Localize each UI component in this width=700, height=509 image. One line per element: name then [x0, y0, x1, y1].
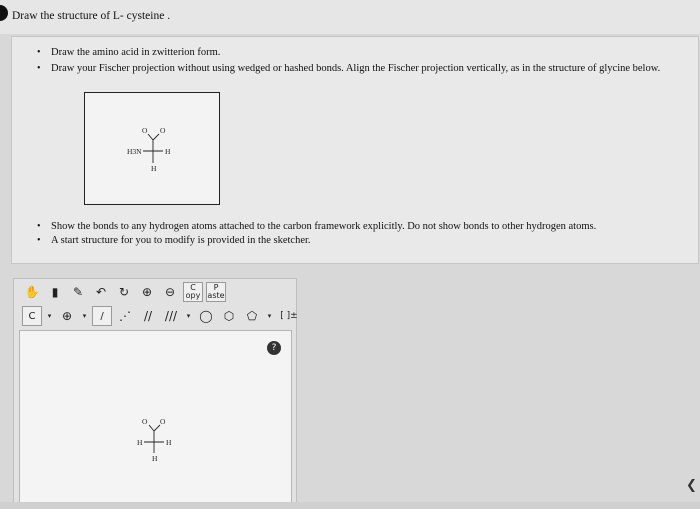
- instruction-text: Draw your Fischer projection without using wedged or hashed bonds. Align the Fischer projection vertically, as in the structure of glycine below.: [51, 63, 661, 74]
- instruction-bullet: • Draw the amino acid in zwitterion form.: [37, 47, 221, 58]
- hand-tool-icon[interactable]: ✋: [24, 285, 40, 299]
- instruction-text: A start structure for you to modify is provided in the sketcher.: [51, 235, 311, 246]
- paste-button[interactable]: [206, 282, 226, 302]
- start-oxygen-right: O: [160, 417, 166, 426]
- question-header: [0, 0, 700, 34]
- bottom-bar: [0, 502, 700, 509]
- instructions-panel: [11, 36, 699, 264]
- copy-label-top: C: [190, 283, 196, 292]
- start-hydrogen-bottom: H: [152, 454, 158, 463]
- chevron-down-icon[interactable]: ▾: [267, 312, 272, 320]
- lasso-icon[interactable]: ↶: [95, 285, 107, 299]
- copy-button[interactable]: [183, 282, 203, 302]
- pentagon-ring-icon[interactable]: ⬠: [246, 309, 258, 323]
- triple-bond-icon[interactable]: ///: [164, 309, 178, 323]
- eraser-icon[interactable]: ▮: [51, 285, 59, 299]
- instruction-bullet: • A start structure for you to modify is provided in the sketcher.: [37, 235, 311, 246]
- single-bond-icon[interactable]: /: [92, 306, 112, 326]
- start-oxygen-left: O: [142, 417, 148, 426]
- instruction-bullet: • Show the bonds to any hydrogen atoms attached to the carbon framework explicitly. Do not show bonds to other hydrogen atoms.: [37, 221, 597, 232]
- rotate-icon[interactable]: ↻: [118, 285, 130, 299]
- charge-icon[interactable]: ⊕: [61, 309, 73, 323]
- chevron-down-icon[interactable]: ▾: [82, 312, 87, 320]
- question-badge-icon: [0, 5, 8, 21]
- cyclohexane-ring-icon[interactable]: ◯: [199, 309, 213, 323]
- start-structure[interactable]: [20, 331, 293, 509]
- instruction-bullet: • Draw your Fischer projection without using wedged or hashed bonds. Align the Fischer projection vertically, as in the structure of glycine below.: [37, 63, 661, 74]
- chevron-down-icon[interactable]: ▾: [186, 312, 191, 320]
- element-selector[interactable]: C: [22, 306, 42, 326]
- glycine-hydrogen-right: H: [165, 147, 171, 156]
- help-icon[interactable]: ?: [267, 341, 281, 355]
- glycine-oxygen-left: O: [142, 126, 148, 135]
- instruction-text: Draw the amino acid in zwitterion form.: [51, 47, 221, 58]
- sketcher-toolbar-top: [22, 282, 226, 302]
- sketcher-toolbar-bottom: [22, 306, 301, 326]
- drawing-canvas[interactable]: [19, 330, 292, 509]
- glycine-amino-group: H3N: [127, 147, 142, 156]
- glycine-fischer-projection: [84, 92, 220, 205]
- chevron-down-icon[interactable]: ▾: [47, 312, 52, 320]
- glycine-oxygen-right: O: [160, 126, 166, 135]
- next-arrow-icon[interactable]: ❮: [686, 478, 697, 493]
- start-hydrogen-right: H: [166, 438, 172, 447]
- zoom-out-icon[interactable]: ⊖: [164, 285, 176, 299]
- question-title: Draw the structure of L- cysteine .: [12, 10, 171, 22]
- pencil-icon[interactable]: ✎: [72, 285, 84, 299]
- paste-label-top: P: [213, 283, 219, 292]
- chain-bond-icon[interactable]: ⋰: [119, 309, 131, 323]
- double-bond-icon[interactable]: //: [143, 309, 153, 323]
- bracket-charge-icon[interactable]: [ ]±: [280, 311, 298, 321]
- benzene-ring-icon[interactable]: ⬡: [223, 309, 235, 323]
- glycine-hydrogen-bottom: H: [151, 164, 157, 173]
- instruction-text: Show the bonds to any hydrogen atoms attached to the carbon framework explicitly. Do not show bonds to other hydrogen atoms.: [51, 221, 597, 232]
- paste-label-bottom: aste: [207, 291, 225, 300]
- molecule-sketcher[interactable]: [13, 278, 297, 509]
- copy-label-bottom: opy: [185, 291, 201, 300]
- zoom-in-icon[interactable]: ⊕: [141, 285, 153, 299]
- start-hydrogen-left: H: [137, 438, 143, 447]
